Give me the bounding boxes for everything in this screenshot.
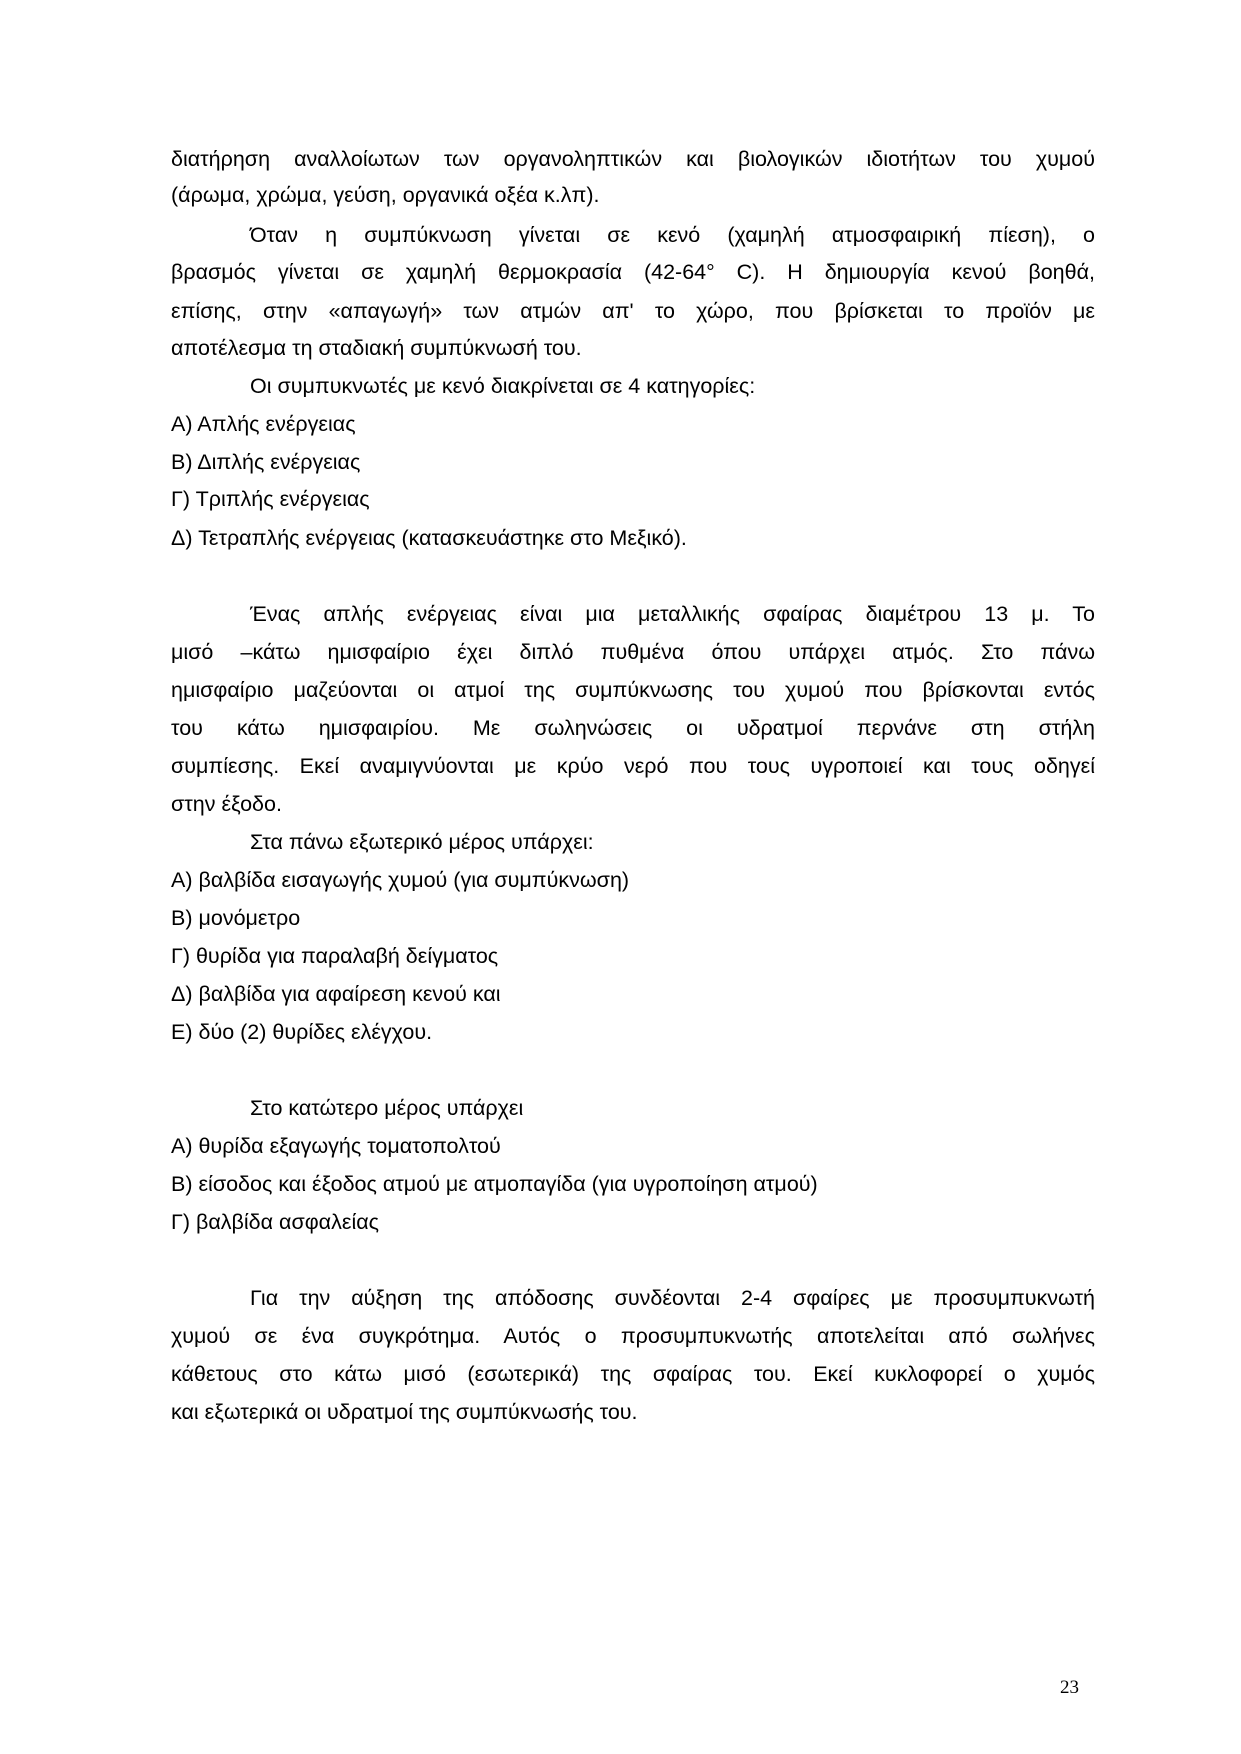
text-line: επίσης, στην «απαγωγή» των ατμών απ' το χώρο, που βρίσκεται το προϊόν με bbox=[171, 299, 1095, 323]
text-line: Στο κατώτερο μέρος υπάρχει bbox=[250, 1096, 524, 1120]
text-line: Οι συμπυκνωτές με κενό διακρίνεται σε 4 κατηγορίες: bbox=[250, 374, 756, 398]
text-line: Ένας απλής ενέργειας είναι μια μεταλλικής σφαίρας διαμέτρου 13 μ. Το bbox=[250, 602, 1095, 626]
list-item: Β) είσοδος και έξοδος ατμού με ατμοπαγίδα (για υγροποίηση ατμού) bbox=[171, 1172, 818, 1196]
text-line: του κάτω ημισφαιρίου. Με σωληνώσεις οι υδρατμοί περνάνε στη στήλη bbox=[171, 716, 1095, 740]
text-line: βρασμός γίνεται σε χαμηλή θερμοκρασία (42-64° C). Η δημιουργία κενού βοηθά, bbox=[171, 260, 1095, 284]
list-item: Γ) θυρίδα για παραλαβή δείγματος bbox=[171, 944, 499, 968]
list-item: Ε) δύο (2) θυρίδες ελέγχου. bbox=[171, 1020, 433, 1044]
list-item: Δ) Τετραπλής ενέργειας (κατασκευάστηκε στο Μεξικό). bbox=[171, 526, 687, 550]
text-line: αποτέλεσμα τη σταδιακή συμπύκνωσή του. bbox=[171, 336, 582, 360]
text-line: στην έξοδο. bbox=[171, 792, 282, 816]
text-line: και εξωτερικά οι υδρατμοί της συμπύκνωσής του. bbox=[171, 1400, 638, 1424]
text-line: Όταν η συμπύκνωση γίνεται σε κενό (χαμηλή ατμοσφαιρική πίεση), ο bbox=[250, 223, 1095, 247]
list-item: Α) βαλβίδα εισαγωγής χυμού (για συμπύκνωση) bbox=[171, 868, 630, 892]
text-line: χυμού σε ένα συγκρότημα. Αυτός ο προσυμπυκνωτής αποτελείται από σωλήνες bbox=[171, 1324, 1095, 1348]
text-line: κάθετους στο κάτω μισό (εσωτερικά) της σφαίρας του. Εκεί κυκλοφορεί ο χυμός bbox=[171, 1362, 1095, 1386]
text-line: μισό –κάτω ημισφαίριο έχει διπλό πυθμένα όπου υπάρχει ατμός. Στο πάνω bbox=[171, 640, 1095, 664]
list-item: Γ) βαλβίδα ασφαλείας bbox=[171, 1210, 380, 1234]
text-line: (άρωμα, χρώμα, γεύση, οργανικά οξέα κ.λπ). bbox=[171, 183, 600, 207]
list-item: Δ) βαλβίδα για αφαίρεση κενού και bbox=[171, 982, 501, 1006]
list-item: Γ) Τριπλής ενέργειας bbox=[171, 487, 370, 511]
list-item: Α) Απλής ενέργειας bbox=[171, 412, 356, 436]
text-line: ημισφαίριο μαζεύονται οι ατμοί της συμπύκνωσης του χυμού που βρίσκονται εντός bbox=[171, 678, 1095, 702]
text-line: διατήρηση αναλλοίωτων των οργανοληπτικών και βιολογικών ιδιοτήτων του χυμού bbox=[171, 147, 1095, 171]
text-line: Για την αύξηση της απόδοσης συνδέονται 2-4 σφαίρες με προσυμπυκνωτή bbox=[250, 1286, 1095, 1310]
list-item: Β) Διπλής ενέργειας bbox=[171, 450, 361, 474]
text-line: συμπίεσης. Εκεί αναμιγνύονται με κρύο νερό που τους υγροποιεί και τους οδηγεί bbox=[171, 754, 1095, 778]
text-line: Στα πάνω εξωτερικό μέρος υπάρχει: bbox=[250, 830, 594, 854]
page-number: 23 bbox=[1060, 1677, 1079, 1698]
list-item: Β) μονόμετρο bbox=[171, 906, 301, 930]
list-item: Α) θυρίδα εξαγωγής τοματοπολτού bbox=[171, 1134, 501, 1158]
